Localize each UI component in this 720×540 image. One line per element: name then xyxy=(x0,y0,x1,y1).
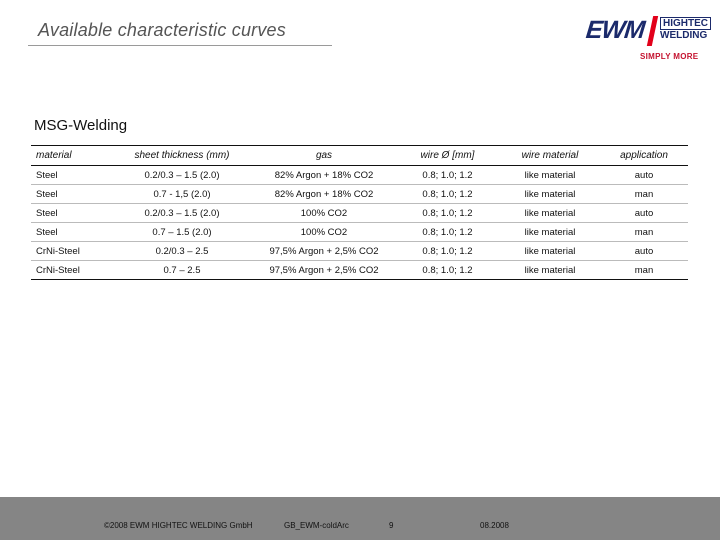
cell-gas: 82% Argon + 18% CO2 xyxy=(253,185,395,204)
logo-wordmark xyxy=(660,17,711,41)
cell-sheet-thickness: 0.7 – 1.5 (2.0) xyxy=(111,223,253,242)
cell-wire-diameter: 0.8; 1.0; 1.2 xyxy=(395,166,500,185)
cell-sheet-thickness: 0.7 - 1,5 (2.0) xyxy=(111,185,253,204)
logo-tagline: SIMPLY MORE xyxy=(640,52,699,61)
cell-wire-diameter: 0.8; 1.0; 1.2 xyxy=(395,204,500,223)
cell-sheet-thickness: 0.2/0.3 – 1.5 (2.0) xyxy=(111,204,253,223)
cell-wire-material: like material xyxy=(500,261,600,280)
header-wire-material: wire material xyxy=(500,146,600,166)
table-row xyxy=(31,166,688,185)
cell-gas: 97,5% Argon + 2,5% CO2 xyxy=(253,242,395,261)
cell-application: man xyxy=(600,223,688,242)
cell-gas: 82% Argon + 18% CO2 xyxy=(253,166,395,185)
cell-wire-material: like material xyxy=(500,223,600,242)
table-row xyxy=(31,223,688,242)
cell-wire-diameter: 0.8; 1.0; 1.2 xyxy=(395,261,500,280)
header-material: material xyxy=(31,146,111,166)
cell-application: auto xyxy=(600,242,688,261)
logo-line-1: HIGHTEC xyxy=(660,17,711,30)
section-title: MSG-Welding xyxy=(34,117,128,134)
header-gas: gas xyxy=(253,146,395,166)
cell-application: auto xyxy=(600,166,688,185)
cell-material: Steel xyxy=(31,223,111,242)
header-sheet-thickness: sheet thickness (mm) xyxy=(111,146,253,166)
cell-wire-material: like material xyxy=(500,185,600,204)
cell-material: Steel xyxy=(31,166,111,185)
cell-wire-material: like material xyxy=(500,242,600,261)
footer-page-number: 9 xyxy=(389,521,394,530)
cell-wire-material: like material xyxy=(500,204,600,223)
cell-sheet-thickness: 0.2/0.3 – 1.5 (2.0) xyxy=(111,166,253,185)
title-underline xyxy=(28,45,332,46)
cell-material: Steel xyxy=(31,204,111,223)
cell-sheet-thickness: 0.2/0.3 – 2.5 xyxy=(111,242,253,261)
footer-date: 08.2008 xyxy=(480,521,509,530)
curves-table-container xyxy=(31,145,688,280)
curves-table xyxy=(31,146,688,280)
table-row xyxy=(31,204,688,223)
cell-sheet-thickness: 0.7 – 2.5 xyxy=(111,261,253,280)
footer-copyright: ©2008 EWM HIGHTEC WELDING GmbH xyxy=(104,521,253,530)
cell-wire-diameter: 0.8; 1.0; 1.2 xyxy=(395,185,500,204)
cell-wire-diameter: 0.8; 1.0; 1.2 xyxy=(395,223,500,242)
logo-brand: EWM xyxy=(584,16,646,44)
logo-red-bar xyxy=(647,16,658,46)
ewm-logo xyxy=(584,12,708,64)
cell-application: auto xyxy=(600,204,688,223)
cell-material: CrNi-Steel xyxy=(31,261,111,280)
cell-material: Steel xyxy=(31,185,111,204)
cell-gas: 100% CO2 xyxy=(253,223,395,242)
cell-gas: 100% CO2 xyxy=(253,204,395,223)
footer-bar xyxy=(0,497,720,540)
table-row xyxy=(31,261,688,280)
slide-title: Available characteristic curves xyxy=(38,20,286,40)
cell-application: man xyxy=(600,261,688,280)
table-row xyxy=(31,242,688,261)
table-header-row xyxy=(31,146,688,166)
table-row xyxy=(31,185,688,204)
footer-document-name: GB_EWM-coldArc xyxy=(284,521,349,530)
cell-application: man xyxy=(600,185,688,204)
cell-wire-diameter: 0.8; 1.0; 1.2 xyxy=(395,242,500,261)
header-wire-diameter: wire Ø [mm] xyxy=(395,146,500,166)
cell-material: CrNi-Steel xyxy=(31,242,111,261)
logo-line-2: WELDING xyxy=(660,30,708,41)
header-application: application xyxy=(600,146,688,166)
cell-gas: 97,5% Argon + 2,5% CO2 xyxy=(253,261,395,280)
cell-wire-material: like material xyxy=(500,166,600,185)
